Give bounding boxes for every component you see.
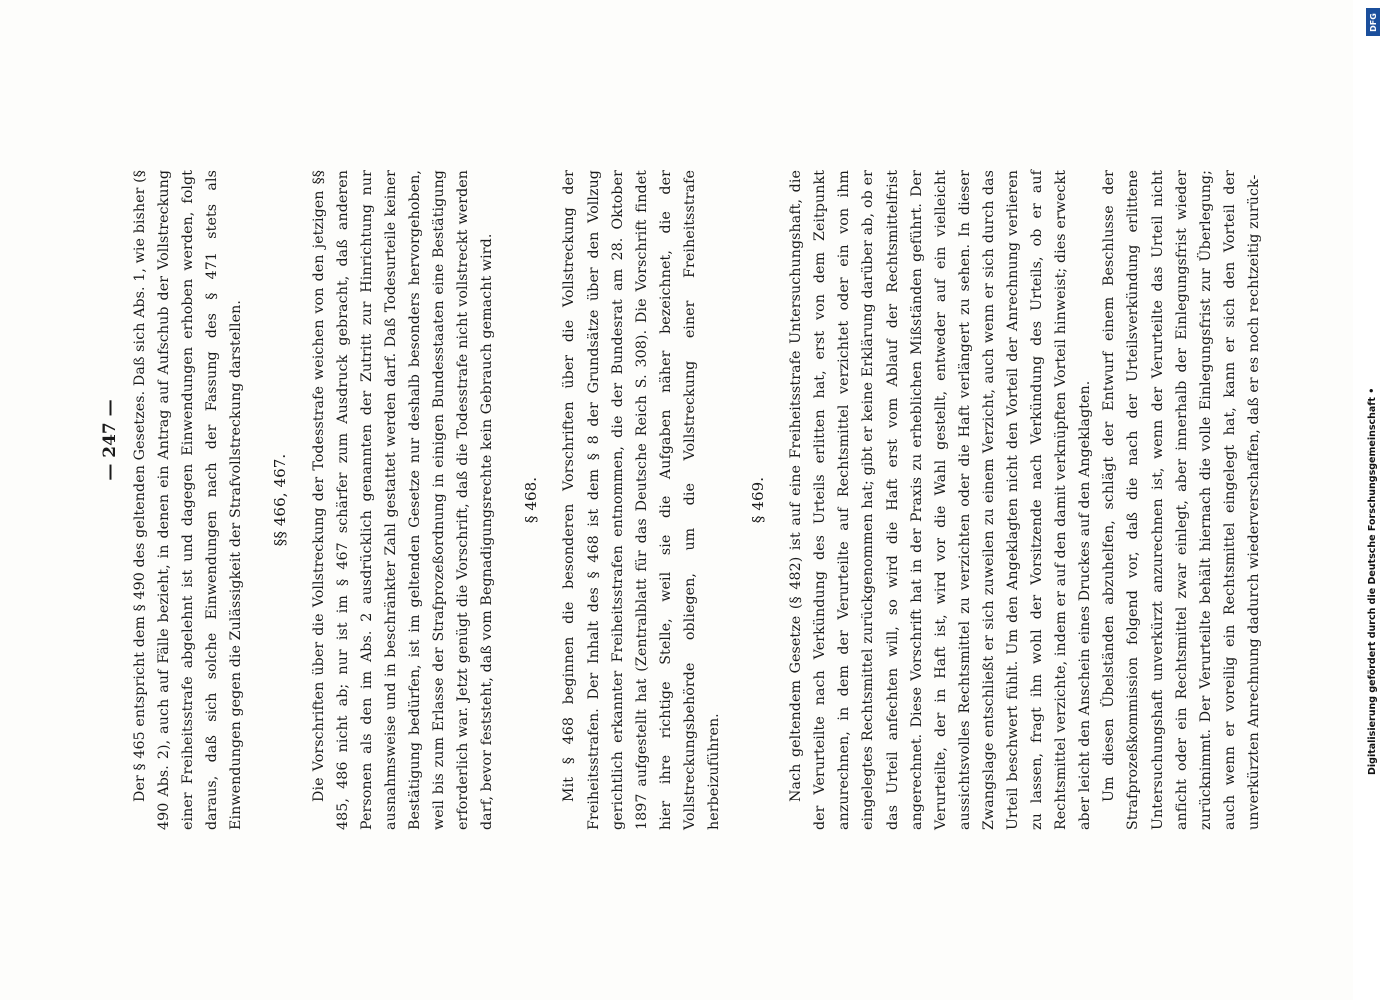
section-heading-466-467: §§ 466, 467. — [271, 453, 290, 547]
digitization-note: Digitalisierung gefördert durch die Deutsche Forschungsgemeinschaft • — [1367, 387, 1378, 775]
body-text — [128, 170, 1262, 830]
paragraph-465: Der § 465 entspricht dem § 490 des geltenden Gesetzes. Daß sich Abs. 1, wie bisher (§ 490 Abs. 2), auch auf Fälle bezieht, in denen ein Antrag auf Aufschub der Vollstreckung einer Freiheitsstrafe abgelehnt ist und dagegen Einwendungen erhoben werden, folgt daraus, daß sich solche Einwendungen nach der Fassung des § 471 stets als Einwendungen gegen die Zulässigkeit der Strafvollstreckung darstellen. — [132, 170, 245, 830]
section-heading-469: § 469. — [749, 476, 768, 524]
page-number: — 247 — — [100, 399, 120, 481]
paragraph-469: Nach geltendem Gesetze (§ 482) ist auf eine Freiheitsstrafe Untersuchungshaft, die der Verurteilte nach Verkündung des Urteils erlitten hat, erst von dem Zeitpunkt anzurechnen, in dem der Verurteilte auf Rechtsmittel verzichtet oder ein von ihm eingelegtes Rechtsmittel zurückgenommen hat; gibt er keine Erklärung darüber ab, ob er das Urteil anfechten will, so wird die Haft erst vom Ablauf der Rechtsmittelfrist angerechnet. Diese Vorschrift hat in der Praxis zu erheblichen Mißständen geführt. Der Verurteilte, der in Haft ist, wird vor die Wahl gestellt, entweder auf ein vielleicht aussichtsvolles Rechtsmittel zu verzichten oder die Haft verlängert zu sehen. In dieser Zwangslage entschließt er sich zuweilen zu einem Verzicht, auch wenn er sich durch das Urteil beschwert fühlt. Um den Angeklagten nicht den Vorteil der Anrechnung verlieren zu lassen, fragt ihn wohl der Vorsitzende nach Verkündung des Urteils, ob er auf Rechtsmittel verzichte, indem er auf den damit verknüpften Vorteil hinweist; dies erweckt aber leicht den Anschein eines Druckes auf den Angeklagten. — [788, 170, 1094, 830]
paragraph-468: Mit § 468 beginnen die besonderen Vorschriften über die Vollstreckung der Freiheitsstrafen. Der Inhalt des § 468 ist dem § 8 der Grundsätze über den Vollzug gerichtlich erkannter Freiheitsstrafen entnommen, die der Bundesrat am 28. Oktober 1897 aufgestellt hat (Zentralblatt für das Deutsche Reich S. 308). Die Vorschrift findet hier ihre richtige Stelle, weil sie die Aufgaben näher bezeichnet, die der Vollstreckungsbehörde obliegen, um die Vollstreckung einer Freiheitsstrafe herbeizuführen. — [561, 170, 722, 830]
paragraph-469-cont: Um diesen Übelständen abzuhelfen, schlägt der Entwurf einem Beschlusse der Strafprozeßkommission folgend vor, daß die nach der Urteilsverkündung erlittene Untersuchungshaft unverkürzt anzurechnen ist, wenn der Verurteilte das Urteil nicht anficht oder ein Rechtsmittel zwar einlegt, aber innerhalb der Einlegungsfrist wieder zurücknimmt. Der Verurteilte behält hiernach die volle Einlegungsfrist zur Überlegung; auch wenn er voreilig ein Rechtsmittel eingelegt hat, kann er sich den Vorteil der unverkürzten Anrechnung dadurch wiederverschaffen, daß er es noch rechtzeitig zurück- — [1101, 170, 1262, 830]
dfg-logo: DFG — [1366, 8, 1380, 36]
section-heading-468: § 468. — [522, 476, 541, 524]
paragraph-466-467: Die Vorschriften über die Vollstreckung der Todesstrafe weichen von den jetzigen §§ 485, 486 nicht ab; nur ist im § 467 schärfer zum Ausdruck gebracht, daß anderen Personen als den im Abs. 2 ausdrücklich genannten der Zutritt zur Hinrichtung nur ausnahmsweise und in beschränkter Zahl gestattet werden darf. Daß Todesurteile keiner Bestätigung bedürfen, ist im geltenden Gesetze nur deshalb besonders hervorgehoben, weil bis zum Erlasse der Strafprozeßordnung in einigen Bundesstaaten eine Bestätigung erforderlich war. Jetzt genügt die Vorschrift, daß die Todesstrafe nicht vollstreckt werden darf, bevor feststeht, daß vom Begnadigungsrechte kein Gebrauch gemacht wird. — [310, 170, 496, 830]
